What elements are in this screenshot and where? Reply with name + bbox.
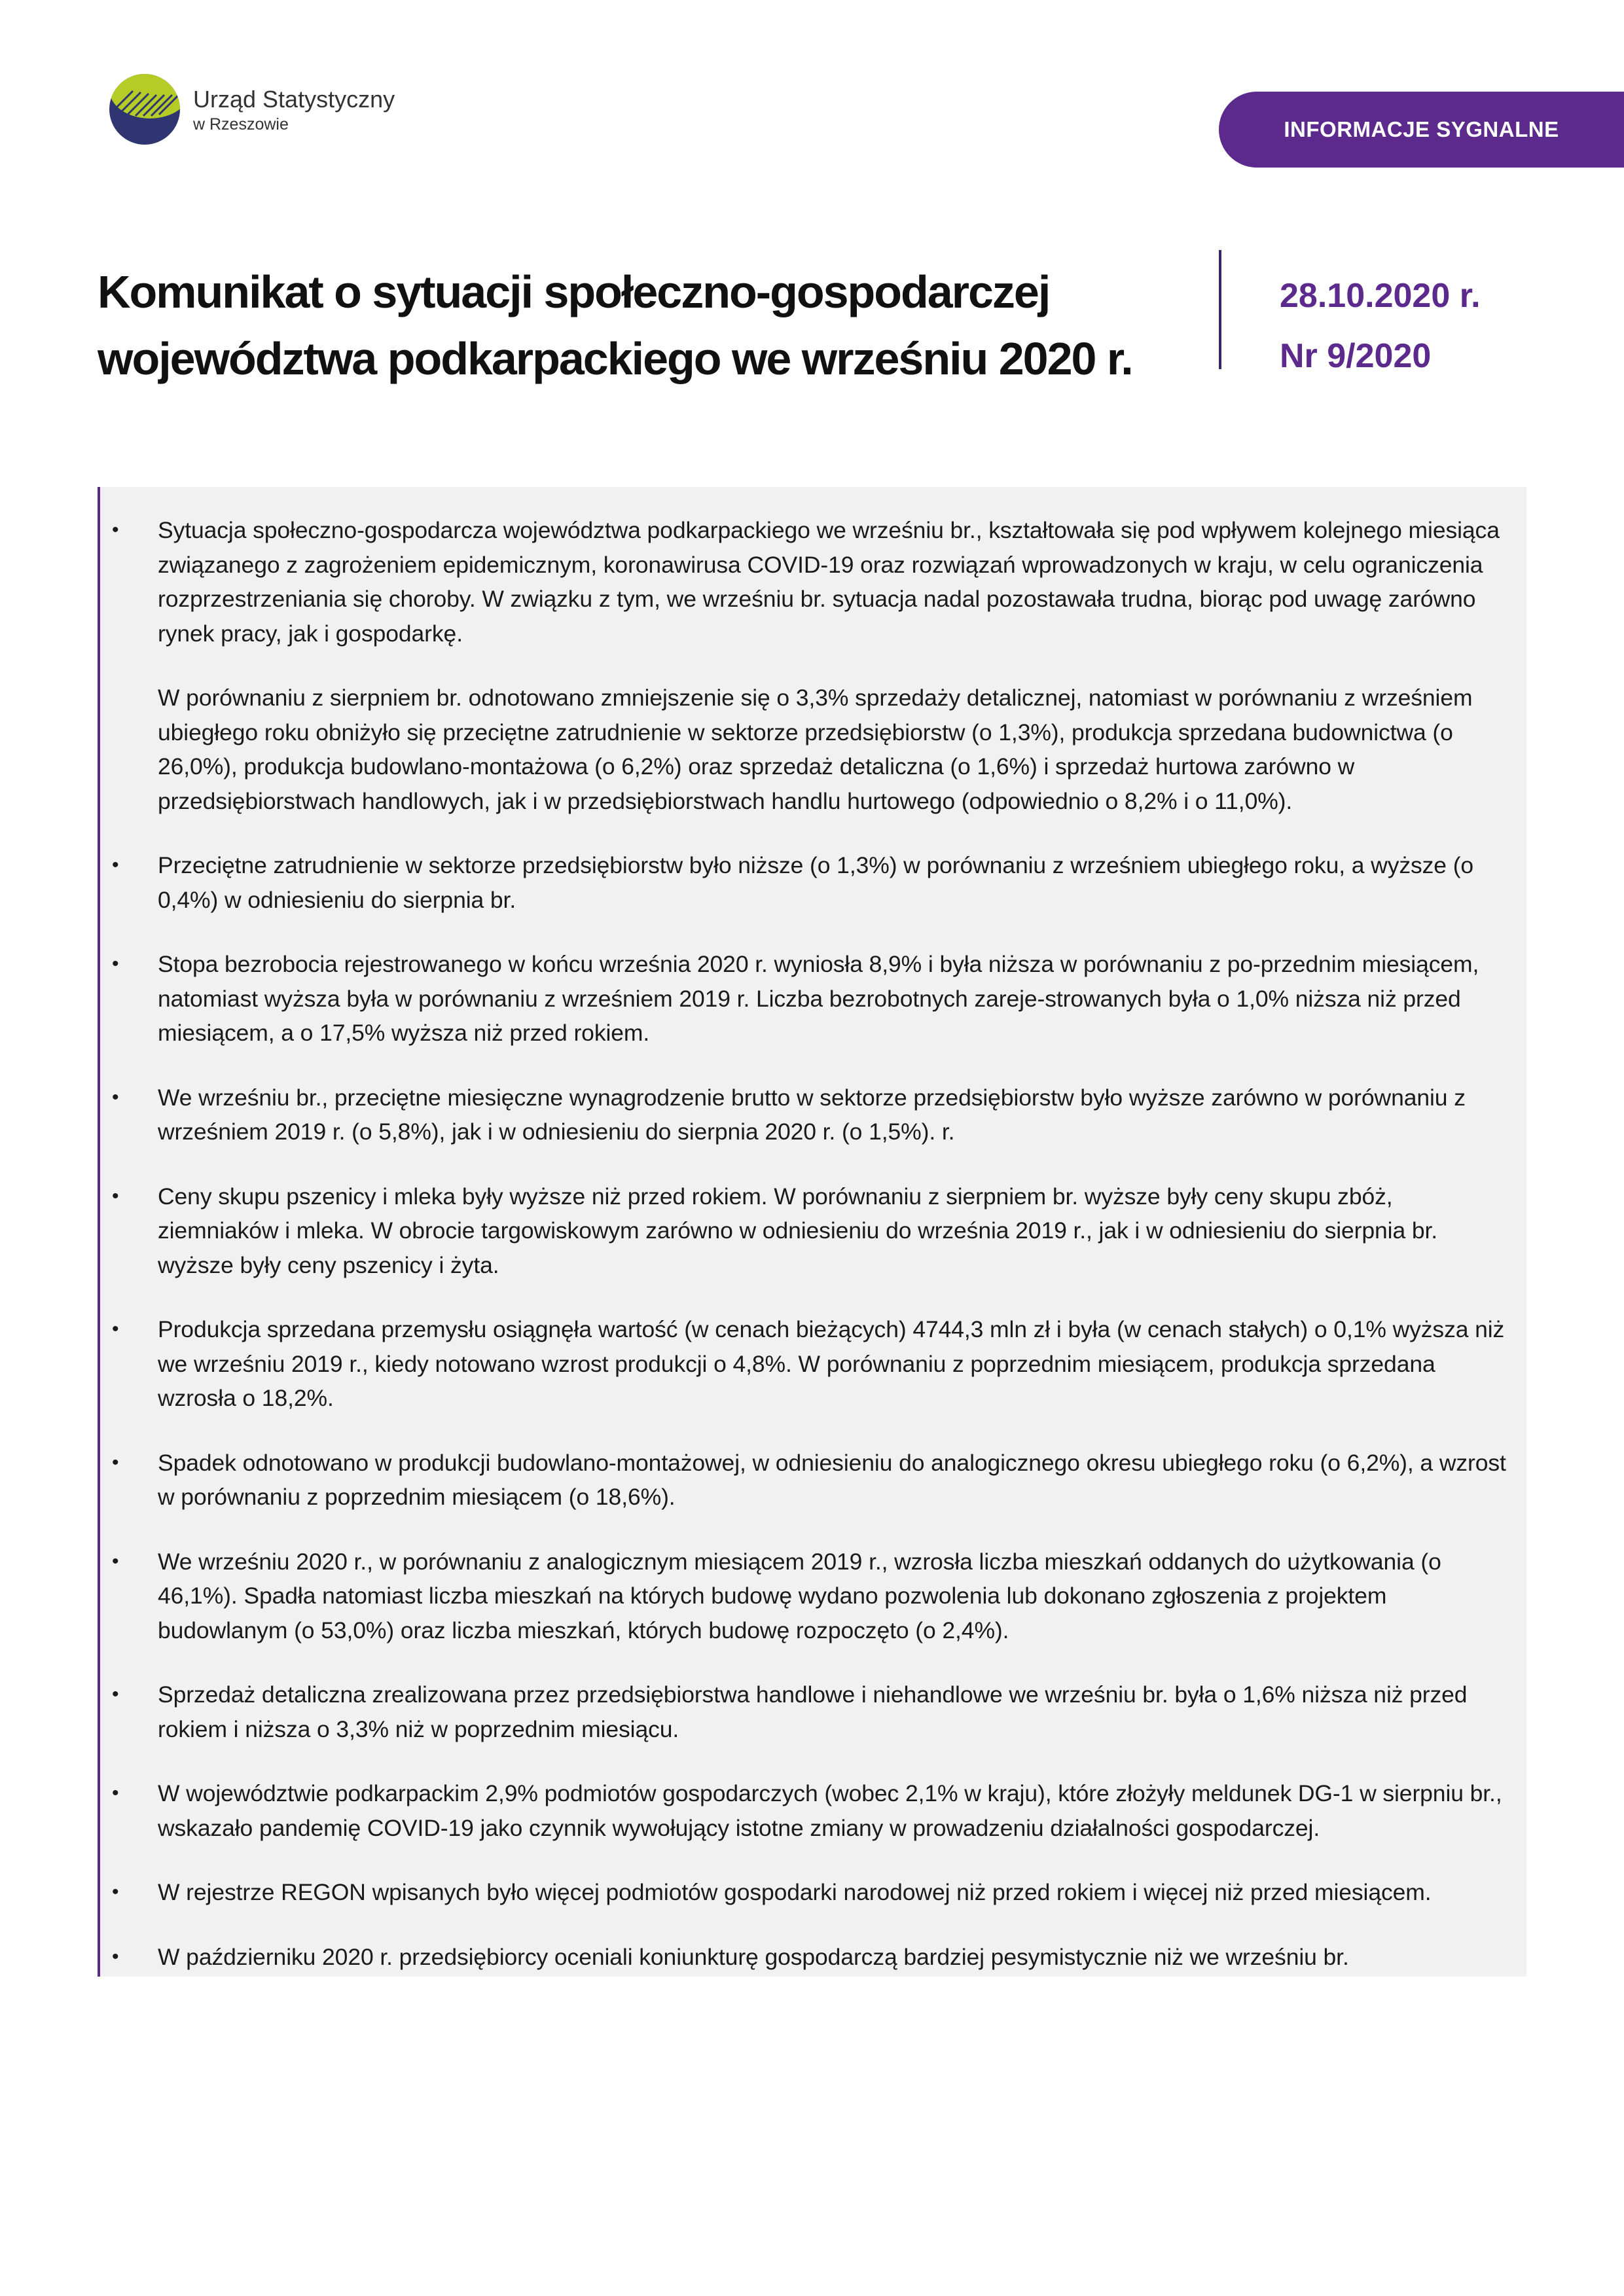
category-badge: INFORMACJE SYGNALNE bbox=[1219, 92, 1624, 168]
summary-box bbox=[98, 487, 1526, 1977]
bullet-icon: • bbox=[112, 1782, 119, 1804]
bullet-icon: • bbox=[112, 1185, 119, 1207]
summary-item bbox=[100, 1446, 1507, 1515]
summary-paragraph: Stopa bezrobocia rejestrowanego w końcu września 2020 r. wyniosła 8,9% i była niższa w porównaniu z po-przednim miesiącem, natomiast wyższa była w porównaniu z wrześniem 2019 r. Liczba bezrobotnych zareje-strowanych była o 1,0% niższa niż przed miesiącem, a o 17,5% wyższa niż przed rokiem. bbox=[158, 951, 1479, 1046]
bullet-icon: • bbox=[112, 1086, 119, 1108]
summary-item bbox=[100, 1940, 1507, 1975]
issue-date: 28.10.2020 r. bbox=[1280, 277, 1481, 315]
summary-paragraph: Przeciętne zatrudnienie w sektorze przedsiębiorstw było niższe (o 1,3%) w porównaniu z wrześniem ubiegłego roku, a wyższe (o 0,4%) w odniesieniu do sierpnia br. bbox=[158, 852, 1474, 913]
summary-paragraph: Ceny skupu pszenicy i mleka były wyższe niż przed rokiem. W porównaniu z sierpniem br. wyższe były ceny skupu zbóż, ziemniaków i mleka. W obrocie targowiskowym zarówno w odniesieniu do września 2019 r., jak i w odniesieniu do sierpnia br. wyższe były ceny pszenicy i żyta. bbox=[158, 1183, 1438, 1278]
bullet-icon: • bbox=[112, 1550, 119, 1572]
summary-item bbox=[100, 947, 1507, 1050]
bullet-icon: • bbox=[112, 1881, 119, 1903]
page-title bbox=[98, 259, 1184, 392]
summary-item bbox=[100, 1677, 1507, 1746]
bullet-icon: • bbox=[112, 1451, 119, 1473]
bullet-icon: • bbox=[112, 1683, 119, 1705]
summary-paragraph: W rejestrze REGON wpisanych było więcej podmiotów gospodarki narodowej niż przed rokiem i więcej niż przed miesiącem. bbox=[158, 1879, 1432, 1905]
summary-item bbox=[100, 1776, 1507, 1845]
logo-name: Urząd Statystyczny bbox=[193, 86, 395, 113]
summary-item bbox=[100, 1179, 1507, 1283]
bullet-icon: • bbox=[112, 854, 119, 876]
summary-paragraph: Sytuacja społeczno-gospodarcza województwa podkarpackiego we wrześniu br., kształtowała się pod wpływem kolejnego miesiąca związanego z zagrożeniem epidemicznym, koronawirusa COVID-19 oraz rozwiązań wprowadzonych w kraju, w celu ograniczenia rozprzestrzeniania się choroby. W związku z tym, we wrześniu br. sytuacja nadal pozostawała trudna, biorąc pod uwagę zarówno rynek pracy, jak i gospodarkę. bbox=[158, 517, 1500, 647]
summary-item bbox=[100, 1312, 1507, 1416]
title-divider bbox=[1219, 250, 1221, 369]
summary-item bbox=[100, 848, 1507, 917]
summary-item bbox=[100, 1875, 1507, 1910]
bullet-icon: • bbox=[112, 953, 119, 975]
summary-paragraph: W województwie podkarpackim 2,9% podmiotów gospodarczych (wobec 2,1% w kraju), które złożyły meldunek DG-1 w sierpniu br., wskazało pandemię COVID-19 jako czynnik wywołujący istotne zmiany w prowadzeniu działalności gospodarczej. bbox=[158, 1780, 1502, 1841]
statistics-office-logo-icon bbox=[107, 67, 185, 149]
summary-paragraph: Spadek odnotowano w produkcji budowlano-montażowej, w odniesieniu do analogicznego okresu ubiegłego roku (o 6,2%), a wzrost w porównaniu z poprzednim miesiącem (o 18,6%). bbox=[158, 1449, 1506, 1510]
issue-number: Nr 9/2020 bbox=[1280, 337, 1432, 375]
summary-paragraph: Produkcja sprzedana przemysłu osiągnęła wartość (w cenach bieżących) 4744,3 mln zł i była (w cenach stałych) o 0,1% wyższa niż we wrześniu 2019 r., kiedy notowano wzrost produkcji o 4,8%. W porównaniu z poprzednim miesiącem, produkcja sprzedana wzrosła o 18,2%. bbox=[158, 1316, 1505, 1411]
bullet-icon: • bbox=[112, 519, 119, 541]
logo-subtitle: w Rzeszowie bbox=[193, 115, 289, 134]
summary-paragraph: We wrześniu 2020 r., w porównaniu z analogicznym miesiącem 2019 r., wzrosła liczba mieszkań oddanych do użytkowania (o 46,1%). Spadła natomiast liczba mieszkań na których budowę wydano pozwolenia lub dokonano zgłoszenia z projektem budowlanym (o 53,0%) oraz liczba mieszkań, których budowę rozpoczęto (o 2,4%). bbox=[158, 1548, 1441, 1643]
summary-item bbox=[100, 1081, 1507, 1149]
summary-item bbox=[100, 1545, 1507, 1648]
summary-item bbox=[100, 513, 1507, 818]
bullet-icon: • bbox=[112, 1945, 119, 1967]
summary-paragraph: W porównaniu z sierpniem br. odnotowano zmniejszenie się o 3,3% sprzedaży detalicznej, natomiast w porównaniu z wrześniem ubiegłego roku obniżyło się przeciętne zatrudnienie w sektorze przedsiębiorstw (o 1,3%), produkcja sprzedana budownictwa (o 26,0%), produkcja budowlano-montażowa (o 6,2%) oraz sprzedaż detaliczna (o 1,6%) i sprzedaż hurtowa zarówno w przedsiębiorstwach handlowych, jak i w przedsiębiorstwach handlu hurtowego (odpowiednio o 8,2% i o 11,0%). bbox=[158, 685, 1473, 814]
page-title-line-2: województwa podkarpackiego we wrześniu 2020 r. bbox=[98, 333, 1132, 384]
summary-paragraph: W październiku 2020 r. przedsiębiorcy oceniali koniunkturę gospodarczą bardziej pesymistycznie niż we wrześniu br. bbox=[158, 1943, 1349, 1970]
header-logo bbox=[107, 67, 395, 152]
summary-list bbox=[100, 513, 1507, 1974]
page-title-line-1: Komunikat o sytuacji społeczno-gospodarczej bbox=[98, 266, 1050, 317]
issue-info bbox=[1280, 266, 1481, 386]
summary-paragraph: Sprzedaż detaliczna zrealizowana przez przedsiębiorstwa handlowe i niehandlowe we wrześniu br. była o 1,6% niższa niż przed rokiem i niższa o 3,3% niż w poprzednim miesiącu. bbox=[158, 1681, 1468, 1742]
summary-paragraph: We wrześniu br., przeciętne miesięczne wynagrodzenie brutto w sektorze przedsiębiorstw było wyższe zarówno w porównaniu z wrześniem 2019 r. (o 5,8%), jak i w odniesieniu do sierpnia 2020 r. (o 1,5%). r. bbox=[158, 1084, 1466, 1145]
bullet-icon: • bbox=[112, 1318, 119, 1340]
